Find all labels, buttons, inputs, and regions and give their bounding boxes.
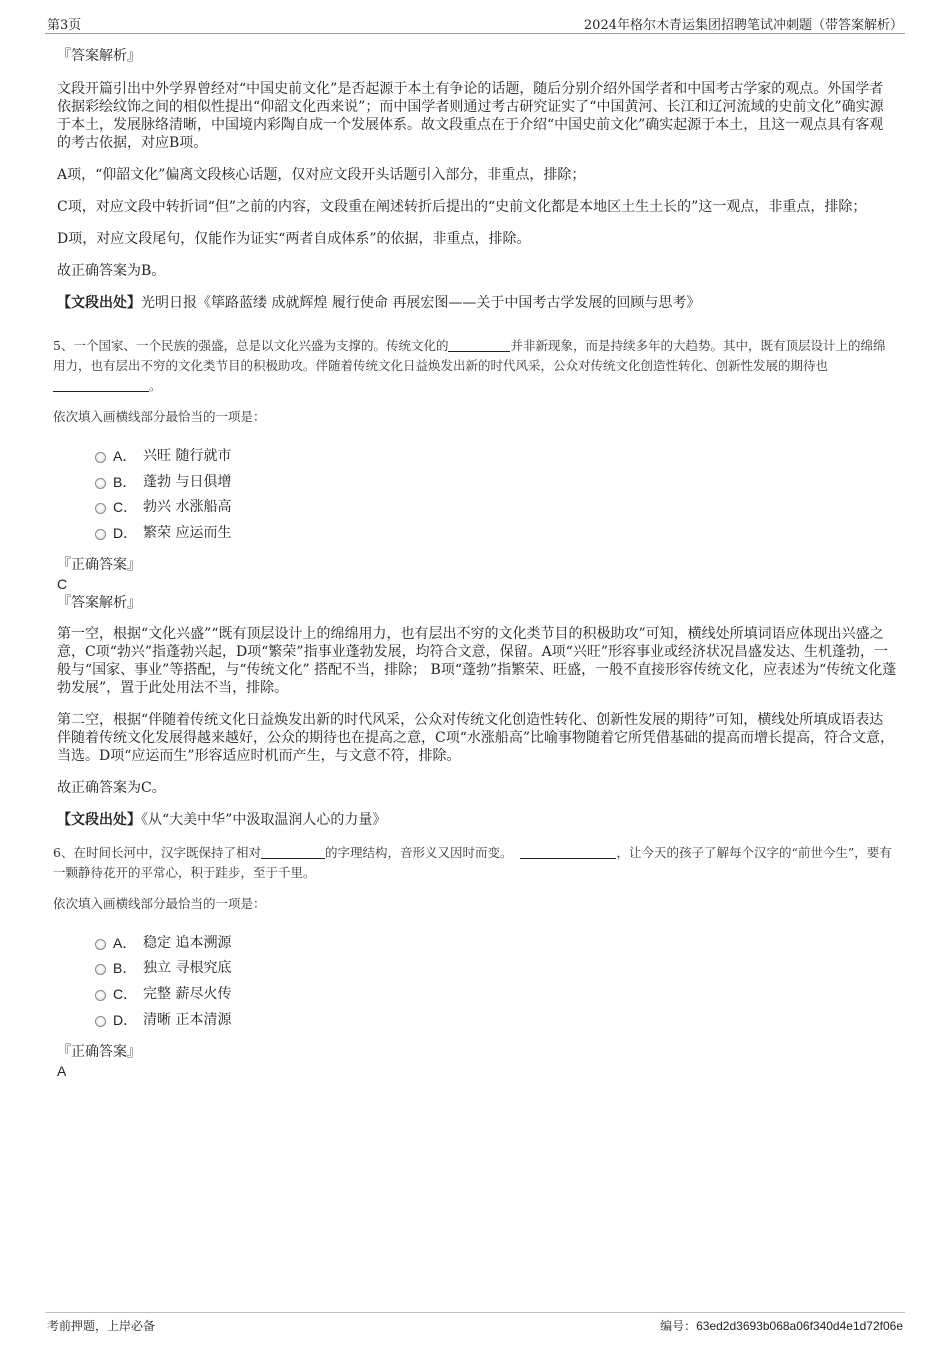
fill-blank [520,845,616,859]
fill-blank [53,378,149,392]
option-c[interactable]: C． 勃兴 水涨船高 [95,497,897,523]
fill-blank [448,338,510,352]
option-c[interactable]: C． 完整 薪尽火传 [95,984,897,1010]
option-d[interactable]: D． 清晰 正本清源 [95,1010,897,1036]
analysis-paragraph: D项，对应文段尾句，仅能作为证实“两者自成体系”的依据，非重点，排除。 [57,231,531,247]
analysis-label: 『答案解析』 [57,48,141,64]
page-number: 第3页 [47,18,82,33]
option-b[interactable]: B． 蓬勃 与日俱增 [95,472,897,498]
analysis-paragraph: C项，对应文段中转折词“但”之前的内容，文段重在阐述转折后提出的“史前文化都是本地区土生土长的”这一观点，非重点，排除； [57,199,867,215]
passage-source [57,811,897,829]
radio-button[interactable] [95,964,106,975]
option-a[interactable]: A． 稳定 追本溯源 [95,933,897,959]
page-header [45,12,905,34]
radio-button[interactable] [95,939,106,950]
answer-label: 『正确答案』 [57,556,141,573]
conclusion: 故正确答案为B。 [57,263,166,279]
passage-source [57,294,897,312]
page-content [53,46,897,1080]
radio-button[interactable] [95,1016,106,1027]
correct-answer: C [57,575,68,592]
option-b[interactable]: B． 独立 寻根究底 [95,958,897,984]
analysis-paragraph: A项，“仰韶文化”偏离文段核心话题，仅对应文段开头话题引入部分，非重点，排除； [57,167,586,183]
options-list [95,933,897,1036]
source-label: 【文段出处】 [57,811,141,828]
code-value: 63ed2d3693b068a06f340d4e1d72f06e [696,1319,903,1333]
analysis-paragraph: 第二空，根据“伴随着传统文化日益焕发出新的时代风采，公众对传统文化创造性转化、创新性发展的期待”可知，横线处所填成语表达伴随着传统文化发展得越来越好，公众的期待也在提高之意，C项“水涨船高”比喻事物随着它所凭借基础的提高而增长提高，符合文意，当选。D项“应运而生”形容适应时机而产生，与文意不符，排除。 [57,711,895,764]
answer-label: 『正确答案』 [57,1043,141,1060]
question-instruction: 依次填入画横线部分最恰当的一项是： [53,409,266,424]
option-d[interactable]: D． 繁荣 应运而生 [95,523,897,549]
code-label: 编号： [660,1319,697,1333]
source-text: 光明日报《筚路蓝缕 成就辉煌 履行使命 再展宏图——关于中国考古学发展的回顾与思考》 [141,295,701,311]
source-text: 《从“大美中华”中汲取温润人心的力量》 [141,811,387,828]
analysis-paragraph: 第一空，根据“文化兴盛”“既有顶层设计上的绵绵用力，也有层出不穷的文化类节目的积极助攻”可知，横线处所填词语应体现出兴盛之意，C项“勃兴”指蓬勃兴起，D项“繁荣”指事业蓬勃发展，均符合文意，保留。A项“兴旺”形容事业或经济状况昌盛发达、生机蓬勃，一般与“国家、事业”等搭配，与“传统文化” 搭配不当，排除； B项“蓬勃”指繁荣、旺盛，一般不直接形容传统文化，应表述为“传统文化蓬勃发展”，置于此处用法不当，排除。 [57,625,897,696]
radio-button[interactable] [95,503,106,514]
radio-button[interactable] [95,452,106,463]
radio-button[interactable] [95,529,106,540]
document-code [660,1317,903,1334]
conclusion: 故正确答案为C。 [57,779,166,796]
analysis-label: 『答案解析』 [57,594,141,611]
question-6 [53,843,897,1080]
document-title: 2024年格尔木青运集团招聘笔试冲刺题（带答案解析） [583,18,903,33]
page-footer [45,1312,905,1334]
radio-button[interactable] [95,478,106,489]
options-list [95,446,897,549]
option-a[interactable]: A． 兴旺 随行就市 [95,446,897,472]
question-text: 6、在时间长河中，汉字既保持了相对 的字理结构，音形义又因时而变。 ，让今天的孩子了解每个汉字的“前世今生”，要有一颗静待花开的平常心，积于跬步，至于千里。 [53,844,892,880]
question-instruction: 依次填入画横线部分最恰当的一项是： [53,895,266,911]
q4-analysis [57,46,897,312]
question-5 [53,336,897,829]
correct-answer: A [57,1062,67,1079]
footer-slogan: 考前押题，上岸必备 [47,1319,156,1333]
fill-blank [261,845,325,859]
question-text: 5、一个国家、一个民族的强盛，总是以文化兴盛为支撑的。传统文化的 并非新现象，而是持续多年的大趋势。其中，既有顶层设计上的绵绵用力，也有层出不穷的文化类节目的积极助攻。伴随着传统文化日益焕发出新的时代风采，公众对传统文化创造性转化、创新性发展的期待也。 [53,338,886,393]
analysis-paragraph: 文段开篇引出中外学界曾经对“中国史前文化”是否起源于本土有争论的话题，随后分别介绍外国学者和中国考古学家的观点。外国学者依据彩绘纹饰之间的相似性提出“仰韶文化西来说”；而中国学者则通过考古研究证实了“中国黄河、长江和辽河流域的史前文化”确实源于本土，发展脉络清晰，中国境内彩陶自成一个发展体系。故文段重点在于介绍“中国史前文化”确实起源于本土，且这一观点具有客观的考古依据，对应B项。 [57,81,884,151]
source-label: 【文段出处】 [57,295,141,311]
radio-button[interactable] [95,990,106,1001]
